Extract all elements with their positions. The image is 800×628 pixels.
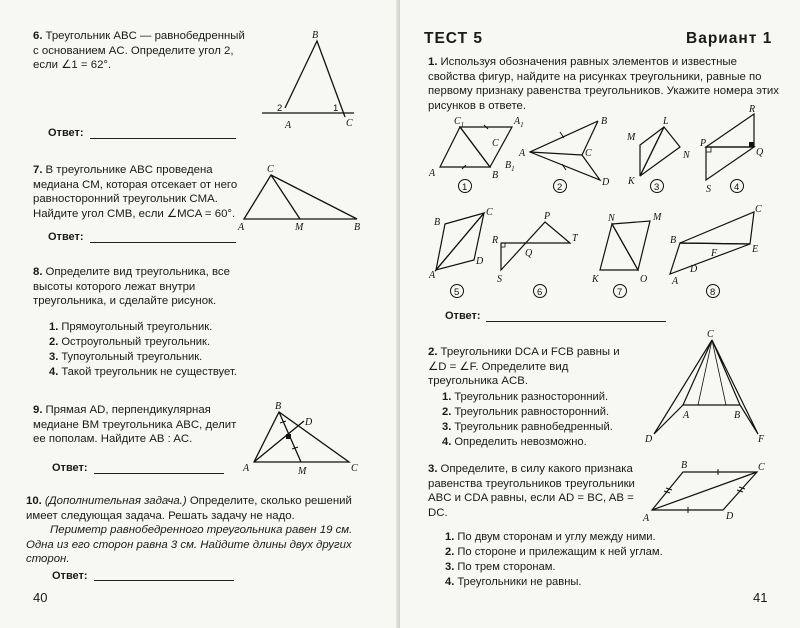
question-text: Используя обозначения равных элементов и известные свойства фигур, найдите на рисунках треугольники, равные по первому признаку равенства треугольников. Укажите номера этих рисунков в ответе. [428,56,779,112]
label-B: B [670,235,677,246]
page-number-right: 41 [753,590,768,605]
label-K: K [628,176,635,187]
label-B: B [601,116,608,127]
label-M: M [653,212,662,223]
label-P: P [544,211,551,222]
label-F: F [711,248,718,259]
label-B: B [434,217,441,228]
question-text: Определите, в силу какого признака равенства треугольников треугольники ABC и CDA равны, если AD = BC, AB = DC. [428,463,635,519]
question-6 [33,29,245,73]
label-O: O [640,274,648,285]
question-number: 7. [33,164,43,176]
answer-label-q6: Ответ: [48,127,84,139]
question-text: Треугольник ABC — равнобедренный с основанием AC. Определите угол 2, если ∠1 = 62°. [33,30,245,72]
svg-text:6: 6 [537,287,543,298]
question-number: 10. [26,495,42,507]
label-B: B [354,222,361,233]
label-C: C [346,118,353,129]
label-D: D [476,256,484,267]
question-r1 [428,55,780,113]
question-r2 [428,345,640,389]
q3-option-2[interactable]: 2. По стороне и прилежащим к ней углам. [445,546,663,558]
label-A: A [683,410,690,421]
label-T: T [572,233,578,244]
label-B1: $B_1$ [505,160,515,173]
q8-option-3[interactable]: 3. Тупоугольный треугольник. [49,351,203,363]
answer-line-r1[interactable] [486,321,666,322]
label-F: F [758,434,765,445]
question-italic-text: Периметр равнобедренного треугольника равен 19 см. Одна из его сторон равна 3 см. Найдите длины двух других сторон. [26,524,353,566]
svg-text:5: 5 [454,287,460,298]
q3-option-1[interactable]: 1. По двум сторонам и углу между ними. [445,531,656,543]
question-text: Прямая AD, перпендикулярная медиане BM треугольника ABC, делит ее пополам. Найдите AB : AC. [33,404,237,446]
label-M: M [627,132,636,143]
label-B: B [681,460,688,471]
label-E: E [752,244,759,255]
label-D: D [726,511,734,522]
question-9 [33,403,248,447]
question-text: Определите вид треугольника, все высоты которого лежат внутри треугольника, и сделайте рисунок. [33,266,230,308]
label-C: C [707,329,714,340]
angle-1: 1 [333,103,339,114]
label-D: D [645,434,653,445]
answer-label-r1: Ответ: [445,310,481,322]
answer-line-q9[interactable] [94,473,224,474]
page-number-left: 40 [33,590,48,605]
q8-option-1[interactable]: 1. Прямоугольный треугольник. [49,321,213,333]
svg-text:8: 8 [710,287,716,298]
label-M: M [295,222,304,233]
label-P: P [700,138,707,149]
answer-line-q6[interactable] [90,138,236,139]
svg-text:4: 4 [734,182,740,193]
label-A: A [243,463,250,474]
label-B: B [275,401,282,412]
variant-title: Вариант 1 [686,30,773,47]
svg-text:1: 1 [462,182,468,193]
question-lead: (Дополнительная задача.) [44,495,187,507]
q2-option-1[interactable]: 1. Треугольник разносторонний. [442,391,609,403]
label-B: B [734,410,741,421]
label-K: K [592,274,599,285]
label-R: R [492,235,499,246]
svg-text:2: 2 [557,182,563,193]
question-10 [26,494,364,567]
label-C1: $C_1$ [454,116,465,129]
label-C: C [267,164,274,175]
label-R: R [749,104,756,115]
label-S: S [497,274,502,285]
question-number: 2. [428,346,438,358]
answer-line-q7[interactable] [90,242,236,243]
q3-option-3[interactable]: 3. По трем сторонам. [445,561,556,573]
label-C: C [755,204,762,215]
label-C: C [492,138,499,149]
q2-option-2[interactable]: 2. Треугольник равносторонний. [442,406,610,418]
test-title: ТЕСТ 5 [424,30,484,47]
answer-line-q10[interactable] [94,580,234,581]
question-7 [33,163,243,221]
label-A: A [285,120,292,131]
question-text: В треугольнике ABC проведена медиана CM, которая отсекает от него равносторонний треугольник CMA. Найдите угол CMB, если ∠MCA = 60°. [33,164,238,220]
label-D: D [305,417,313,428]
q2-option-3[interactable]: 3. Треугольник равнобедренный. [442,421,613,433]
svg-text:3: 3 [654,182,660,193]
label-A: A [672,276,679,287]
q8-option-2[interactable]: 2. Остроугольный треугольник. [49,336,211,348]
question-number: 3. [428,463,438,475]
q3-option-4[interactable]: 4. Треугольники не равны. [445,576,582,588]
question-number: 8. [33,266,43,278]
question-number: 9. [33,404,43,416]
label-B: B [312,30,319,41]
label-C: C [585,148,592,159]
label-Q: Q [756,147,764,158]
label-C: C [486,207,493,218]
label-D: D [690,264,698,275]
question-text: Треугольники DCA и FCB равны и ∠D = ∠F. Определите вид треугольника ACB. [428,346,620,388]
label-M: M [298,466,307,477]
label-D: D [602,177,610,188]
angle-2: 2 [277,103,283,114]
label-C: C [351,463,358,474]
q2-option-4[interactable]: 4. Определить невозможно. [442,436,587,448]
label-S: S [706,184,711,195]
answer-label-q10: Ответ: [52,570,88,582]
question-number: 1. [428,56,438,68]
label-Q: Q [525,248,533,259]
answer-label-q7: Ответ: [48,231,84,243]
label-A1: $A_1$ [514,116,524,129]
svg-text:7: 7 [617,287,623,298]
label-N: N [683,150,690,161]
label-A: A [429,168,436,179]
question-text: Определите, сколько решений имеет следующая задача. Решать задачу не надо. [26,495,352,522]
left-page [0,0,399,628]
question-number: 6. [33,30,43,42]
label-N: N [608,213,615,224]
q8-option-4[interactable]: 4. Такой треугольник не существует. [49,366,237,378]
label-A: A [519,148,526,159]
label-A: A [643,513,650,524]
question-8 [33,265,253,309]
label-A: A [238,222,245,233]
label-B: B [492,170,499,181]
answer-label-q9: Ответ: [52,462,88,474]
label-C: C [758,462,765,473]
label-A: A [429,270,436,281]
label-L: L [663,116,669,127]
question-r3 [428,462,640,520]
